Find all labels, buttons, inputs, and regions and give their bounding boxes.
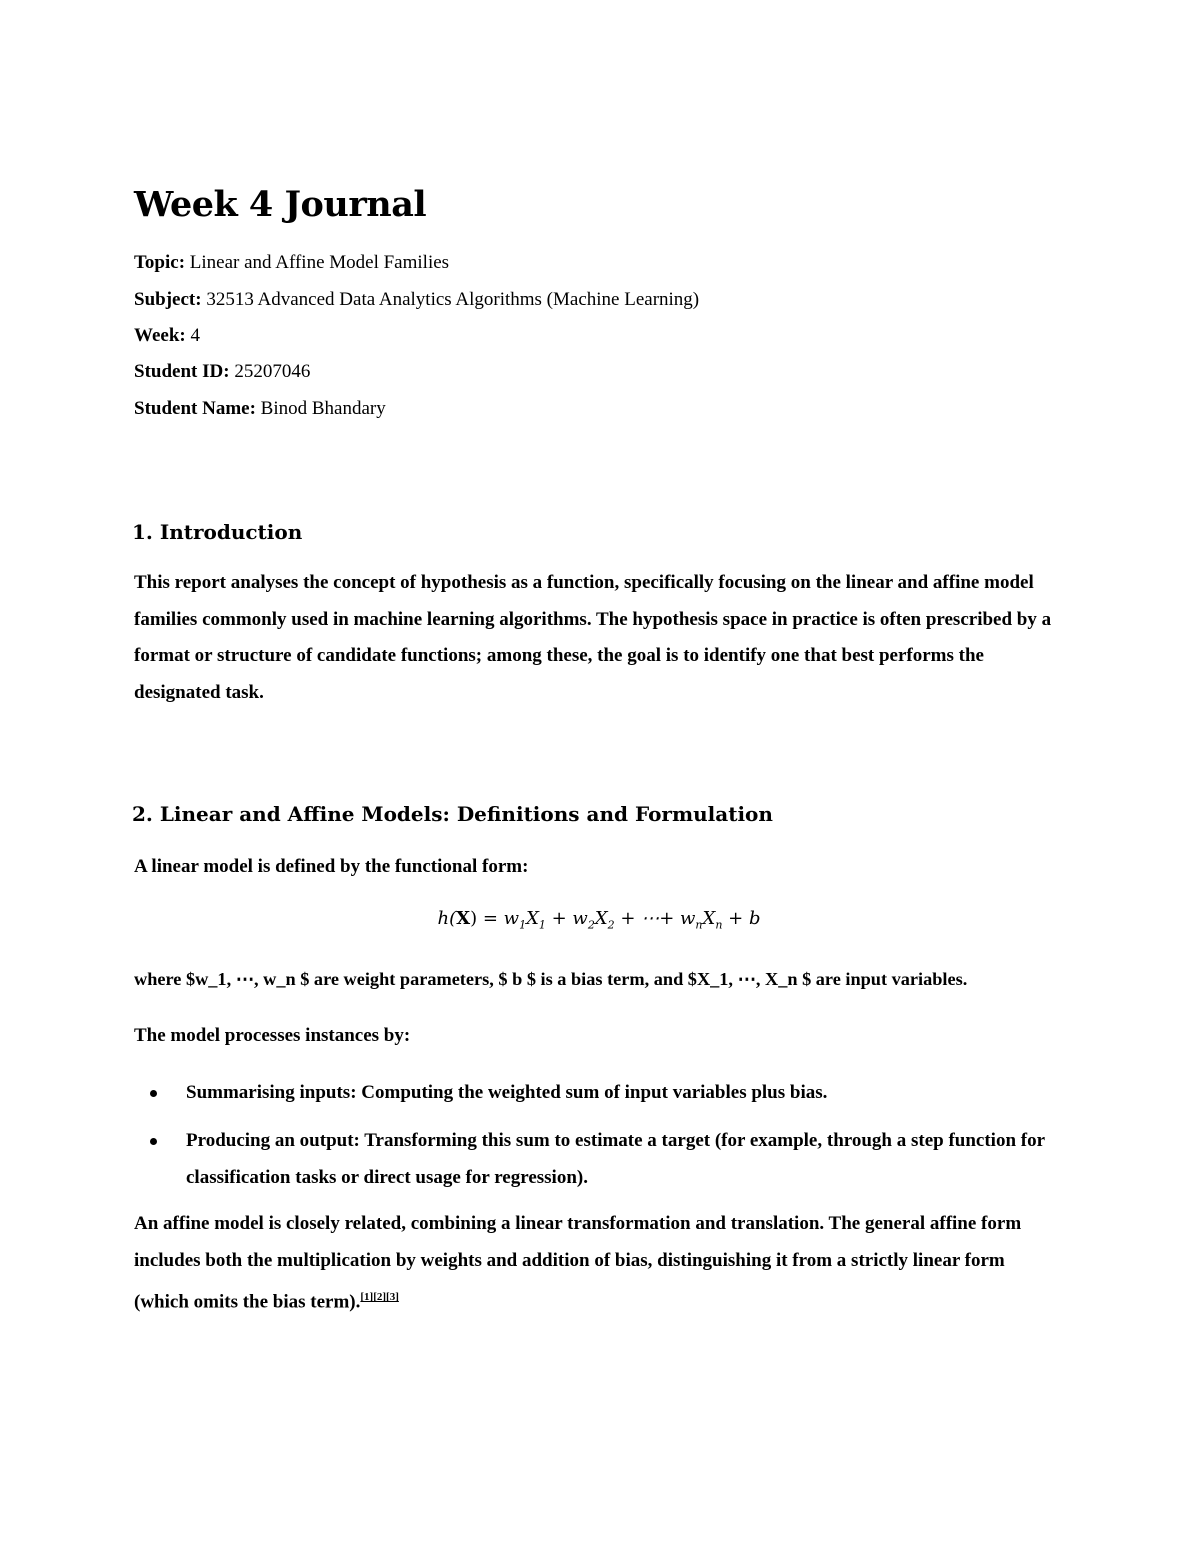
page-title: Week 4 Journal xyxy=(134,184,427,225)
introduction-paragraph: This report analyses the concept of hypothesis as a function, specifically focusing on the linear and affine model families commonly used in machine learning algorithms. The hypothesis space in practice is often prescribed by a format or structure of candidate functions; among these, the goal is to identify one that best performs the designated task. xyxy=(134,572,1052,703)
meta-week: Week: 4 xyxy=(134,325,200,346)
section-heading-introduction: 1. Introduction xyxy=(132,520,303,544)
meta-student-id: Student ID: 25207046 xyxy=(134,361,311,382)
bullet-icon xyxy=(150,1090,157,1097)
linear-model-lead: A linear model is defined by the functional form: xyxy=(134,856,529,877)
bullet-item-summarising: Summarising inputs: Computing the weighted sum of input variables plus bias. xyxy=(186,1082,828,1103)
section-heading-models: 2. Linear and Affine Models: Definitions and Formulation xyxy=(132,802,773,826)
meta-student-name: Student Name: Binod Bhandary xyxy=(134,398,386,419)
citation-links[interactable]: [1][2][3] xyxy=(360,1291,399,1303)
process-lead: The model processes instances by: xyxy=(134,1025,411,1046)
meta-subject: Subject: 32513 Advanced Data Analytics Algorithms (Machine Learning) xyxy=(134,289,700,310)
meta-topic: Topic: Linear and Affine Model Families xyxy=(134,252,450,273)
affine-paragraph: An affine model is closely related, combining a linear transformation and translation. The general affine form includes both the multiplication by weights and addition of bias, distinguishing it from a strictly linear form (which omits the bias term).[1][2][3] xyxy=(134,1213,1022,1313)
linear-model-formula: $h(X) = w_1X_1 + w_2X_2$ + ⋯+ $w_nX_n + b$ xyxy=(437,908,761,932)
bullet-icon xyxy=(150,1138,157,1145)
bullet-item-producing: Producing an output: Transforming this sum to estimate a target (for example, through a step function for classification tasks or direct usage for regression). xyxy=(186,1130,1045,1188)
where-line: where $w_1, ⋯, w_n $ are weight parameters, $ b $ is a bias term, and $X_1, ⋯, X_n $ are input variables. xyxy=(134,969,968,989)
